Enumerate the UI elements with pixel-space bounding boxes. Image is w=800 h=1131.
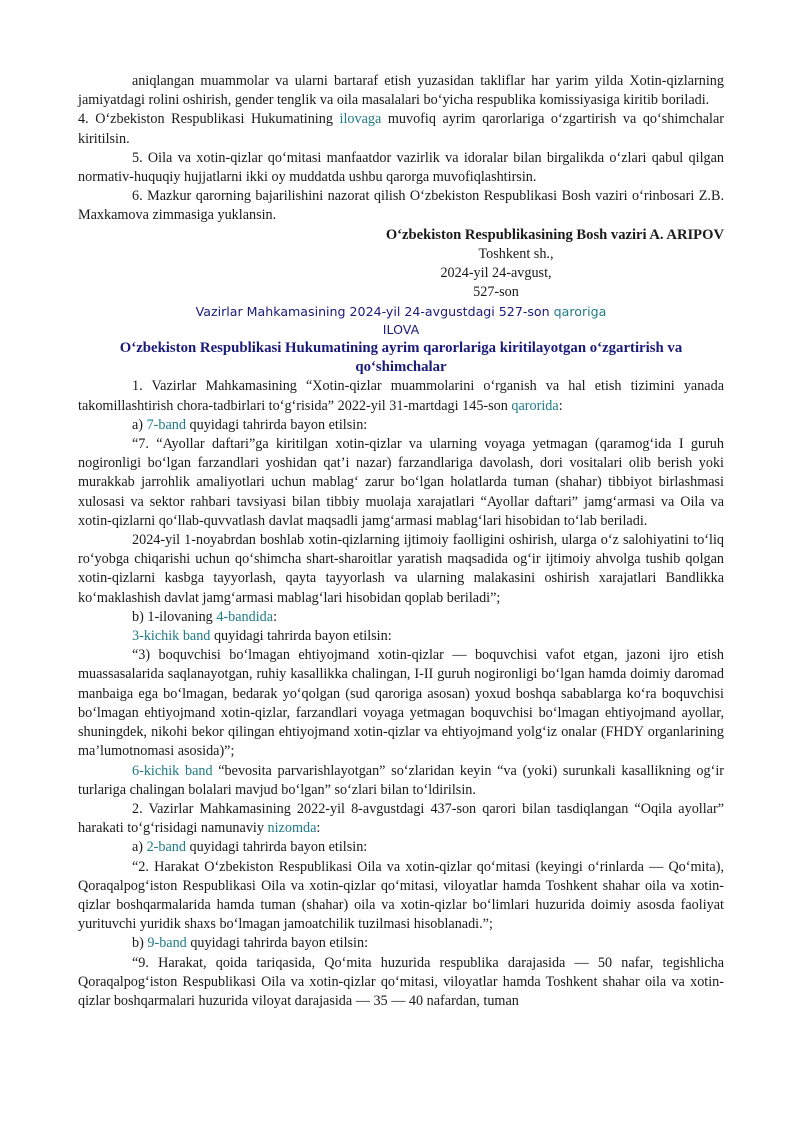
band-7-link[interactable]: 7-band (146, 416, 186, 433)
qaroriga-link[interactable]: qaroriga (553, 304, 607, 320)
signature-number: 527-son (473, 284, 519, 301)
signature-date: 2024-yil 24-avgust, (440, 265, 552, 282)
s2-subitem-b-post: quyidagi tahrirda bayon etilsin: (186, 935, 369, 952)
subitem-b6-post: “bevosita parvarishlayotgan” so‘zlaridan keyin “va (yoki) surunkali kasallikning og‘ir turlariga chalingan bolalari mavjud bo‘lgan” so‘zlari bilan to‘ldirilsin. (78, 762, 725, 798)
section-1-subitem-b6 (78, 762, 724, 800)
section-1-subitem-b3 (78, 627, 724, 646)
s2-subitem-a-pre: a) (132, 839, 147, 856)
band-2-link[interactable]: 2-band (146, 839, 186, 856)
section-2-quote-1: “2. Harakat O‘zbekiston Respublikasi Oila va xotin-qizlar qo‘mitasi (keyingi o‘rinlarda — Qo‘mita), Qoraqalpog‘iston Respublikasi Oila va xotin-qizlar qo‘mitasi, viloyatlar hamda Toshkent shahar oila va xotin-qizlar boshqarmalarida hamda tuman (shahar) oila va xotin-qizlar bo‘limlari huzurida doimiy asosda faoliyat yurituvchi yuridik shaxs bo‘lmagan jamoatchilik tuzilmasi hisoblanadi.”; (78, 858, 724, 933)
section-1-quote-1: “7. “Ayollar daftari”ga kiritilgan xotin-qizlar va ularning voyaga yetmagan (qaramog‘ida I guruh nogironligi bo‘lgan farzandlari yoshidan qat’i nazar) farzandlariga davolash, dori vositalari olib berish yoki murakkab jarrohlik amaliyotlari uchun mablag‘ zarur bo‘lgan holatlarda tuman (shahar) tibbiyot birlashmasi xulosasi va sektor rahbari tavsiyasi bilan tibbiy muolaja xarajatlari “Ayollar daftari” jamg‘armasi va Oila va xotin-qizlarni qo‘llab-quvvatlash davlat maqsadli jamg‘armasi mablag‘lari hisobidan to‘lab beriladi. (78, 436, 724, 529)
s2-subitem-a-post: quyidagi tahrirda bayon etilsin: (185, 839, 368, 856)
kichik-band-3-link[interactable]: 3-kichik band (132, 628, 211, 645)
item-4 (78, 110, 724, 148)
subitem-a-post: quyidagi tahrirda bayon etilsin: (185, 416, 368, 433)
section-1-quote-2: 2024-yil 1-noyabrdan boshlab xotin-qizlarning ijtimoiy faolligini oshirish, ularga o‘z salohiyatini to‘liq ro‘yobga chiqarishi uchun qo‘shimcha shart-sharoitlar yaratish maqsadida og‘ir ijtimoiy ahvolga tushib qolgan xotin-qizlarni kasbga tayyorlash, qayta tayyorlash va ularning malakasini oshirish xarajatlari Bandlikka ko‘maklashish davlat jamg‘armasi mablag‘lari hisobidan qoplab beriladi”; (78, 532, 724, 606)
paragraph-continuation: aniqlangan muammolar va ularni bartaraf etish yuzasidan takliflar har yarim yilda Xotin-qizlarning jamiyatdagi rolini oshirish, gender tenglik va oila masalalari bo‘yicha respublika komissiyasiga kiritib boriladi. (78, 73, 724, 109)
section-2-subitem-a (78, 838, 724, 857)
subitem-b3-post: quyidagi tahrirda bayon etilsin: (210, 628, 392, 645)
annex-reference-text: Vazirlar Mahkamasining 2024-yil 24-avgustdagi 527-son (195, 304, 554, 320)
kichik-band-6-link[interactable]: 6-kichik band (132, 762, 213, 779)
section-2-intro-post: : (316, 820, 321, 837)
item-6: 6. Mazkur qarorning bajarilishini nazorat qilish O‘zbekiston Respublikasi Bosh vaziri o‘rinbosari Z.B. Maxkamova zimmasiga yuklansin. (78, 188, 724, 224)
section-2-intro (78, 800, 724, 838)
subitem-b-post: : (273, 608, 278, 625)
annex-reference (78, 302, 724, 321)
item-4-text-post: muvofiq ayrim qarorlariga o‘zgartirish va qo‘shimchalar kiritilsin. (78, 111, 724, 147)
qarorida-link[interactable]: qarorida (511, 397, 559, 414)
section-1-intro-post: : (558, 397, 563, 414)
signature-city: Toshkent sh., (478, 245, 554, 262)
item-5: 5. Oila va xotin-qizlar qo‘mitasi manfaatdor vazirlik va idoralar bilan birgalikda o‘zlari qabul qilgan normativ-huquqiy hujjatlarni ikki oy muddatda ushbu qarorga muvofiqlashtirsin. (78, 149, 724, 186)
document-body (78, 72, 724, 1011)
band-9-link[interactable]: 9-band (147, 935, 187, 952)
s2-subitem-b-pre: b) (132, 935, 148, 952)
section-1-intro-pre: 1. Vazirlar Mahkamasining “Xotin-qizlar muammolarini o‘rganish va hal etish tizimini yanada takomillashtirish chora-tadbirlari to‘g‘risida” 2022-yil 31-martdagi 145-son (78, 378, 724, 414)
nizomda-link[interactable]: nizomda (267, 820, 317, 837)
annex-heading: O‘zbekiston Respublikasi Hukumatining ayrim qarorlariga kiritilayotgan o‘zgartirish va qo‘shimchalar (119, 340, 683, 376)
subitem-a-pre: a) (132, 416, 147, 433)
section-1-subitem-b (78, 608, 724, 627)
section-1-subitem-a (78, 416, 724, 435)
signature-title: O‘zbekiston Respublikasining Bosh vaziri A. ARIPOV (385, 226, 724, 243)
section-1-intro (78, 377, 724, 415)
item-4-text-pre: 4. O‘zbekiston Respublikasi Hukumatining (78, 111, 340, 128)
ilovaga-link[interactable]: ilovaga (339, 111, 382, 128)
subitem-b-pre: b) 1-ilovaning (132, 608, 217, 625)
annex-label: ILOVA (382, 322, 420, 338)
section-1-quote-3: “3) boquvchisi bo‘lmagan ehtiyojmand xotin-qizlar — boquvchisi vafot etgan, jazoni ijro etish muassasalarida saqlanayotgan, ruhiy kasallikka chalingan, I-II guruh nogironligi bo‘lgan hamda doimiy daromad manbaiga ega bo‘lmagan, bedarak yo‘qolgan (sud qaroriga asosan) yoxud boshqa sabablarga ko‘ra boquvchisi bo‘lmagan ehtiyojmand xotin-qizlar, farzandlari voyaga yetmagan boquvchisi bo‘lmagan ehtiyojmand ayollar, shuningdek, nikohi bekor qilingan ehtiyojmand xotin-qizlar va ehtiyojmand yolg‘iz onalar (FHDY organlarining ma’lumotnomasi asosida)”; (78, 647, 724, 760)
section-2-intro-pre: 2. Vazirlar Mahkamasining 2022-yil 8-avgustdagi 437-son qarori bilan tasdiqlangan “Oqila ayollar” harakati to‘g‘risidagi namunaviy (78, 800, 724, 837)
section-2-subitem-b (78, 934, 724, 953)
bandida-4-link[interactable]: 4-bandida (216, 608, 274, 625)
section-2-quote-2: “9. Harakat, qoida tariqasida, Qo‘mita huzurida respublika darajasida — 50 nafar, tegishlicha Qoraqalpog‘iston Respublikasi Oila va xotin-qizlar qo‘mitasi, viloyatlar hamda Toshkent shahar oila va xotin-qizlar boshqarmalari huzurida viloyat darajasida — 35 — 40 nafardan, tuman (78, 954, 724, 1009)
